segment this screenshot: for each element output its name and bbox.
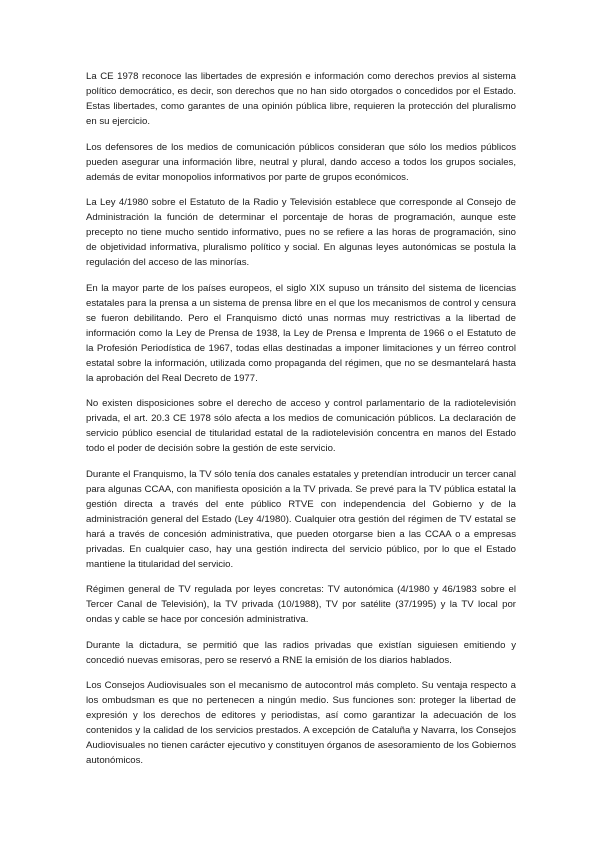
paragraph-european-press-history: En la mayor parte de los países europeos, el siglo XIX supuso un tránsito del sistema de licencias estatales para la prensa a un sistema de prensa libre en el que los mecanismos de control y censura se fueron debilitando. Pero el Franquismo dictó unas normas muy restrictivas a la libertad de información como la Ley de Prensa de 1938, la Ley de Prensa e Imprenta de 1966 o el Estatuto de la Profesión Periodística de 1967, todas ellas destinadas a imponer limitaciones y un férreo control estatal sobre la información, utilizada como propaganda del régimen, que no se desmantelará hasta la aprobación del Real Decreto de 1977. [86, 282, 516, 384]
paragraph-public-media-defenders: Los defensores de los medios de comunicación públicos consideran que sólo los medios públicos pueden asegurar una información libre, neutral y plural, dando acceso a todos los grupos sociales, además de evitar monopolios informativos por parte de grupos económicos. [86, 141, 516, 183]
paragraph-ley-4-1980: La Ley 4/1980 sobre el Estatuto de la Radio y Televisión establece que corresponde al Consejo de Administración la función de determinar el porcentaje de horas de programación, aunque este precepto no tiene mucho sentido informativo, pues no se refiere a las horas de programación, sino de objetividad informativa, pluralismo político y social. En algunas leyes autonómicas se postula la regulación del acceso de las minorías. [86, 197, 516, 268]
paragraph-private-radiotelevision: No existen disposiciones sobre el derecho de acceso y control parlamentario de la radiotelevisión privada, el art. 20.3 CE 1978 sólo afecta a los medios de comunicación públicos. La declaración de servicio público esencial de titularidad estatal de la radiotelevisión concentra en manos del Estado todo el poder de decisión sobre la gestión de este servicio. [86, 398, 516, 454]
paragraph-constitution-freedoms: La CE 1978 reconoce las libertades de expresión e información como derechos previos al sistema político democrático, es decir, son derechos que no han sido otorgados o concedidos por el Estado. Estas libertades, como garantes de una opinión pública libre, requieren la protección del pluralismo en su ejercicio. [86, 71, 516, 127]
paragraph-tv-general-regime: Régimen general de TV regulada por leyes concretas: TV autonómica (4/1980 y 46/1983 sobre el Tercer Canal de Televisión), la TV privada (10/1988), TV por satélite (37/1995) y la TV local por ondas y cable se hace por concesión administrativa. [86, 584, 516, 625]
document-page [86, 69, 516, 779]
paragraph-franquismo-tv: Durante el Franquismo, la TV sólo tenía dos canales estatales y pretendían introducir un tercer canal para algunas CCAA, con manifiesta oposición a la TV privada. Se prevé para la TV pública estatal la gestión directa a través del ente público RTVE con independencia del Gobierno y de la administración general del Estado (Ley 4/1980). Cualquier otra gestión del régimen de TV estatal se hará a través de concesión administrativa, que pueden otorgarse bien a las CCAA o a empresas privadas. En cualquier caso, hay una gestión indirecta del servicio público, por lo que el Estado mantiene la titularidad del servicio. [86, 468, 516, 570]
paragraph-dictatorship-radio: Durante la dictadura, se permitió que las radios privadas que existían siguiesen emitiendo y concedió nuevas emisoras, pero se reservó a RNE la emisión de los diarios hablados. [86, 639, 516, 666]
paragraph-audiovisual-councils: Los Consejos Audiovisuales son el mecanismo de autocontrol más completo. Su ventaja respecto a los ombudsman es que no pertenecen a ningún medio. Sus funciones son: proteger la libertad de expresión y los derechos de editores y periodistas, así como garantizar la adecuación de los contenidos y la calidad de los servicios prestados. A excepción de Cataluña y Navarra, los Consejos Audiovisuales no tienen carácter ejecutivo y constituyen órganos de asesoramiento de los Gobiernos autonómicos. [86, 680, 516, 766]
